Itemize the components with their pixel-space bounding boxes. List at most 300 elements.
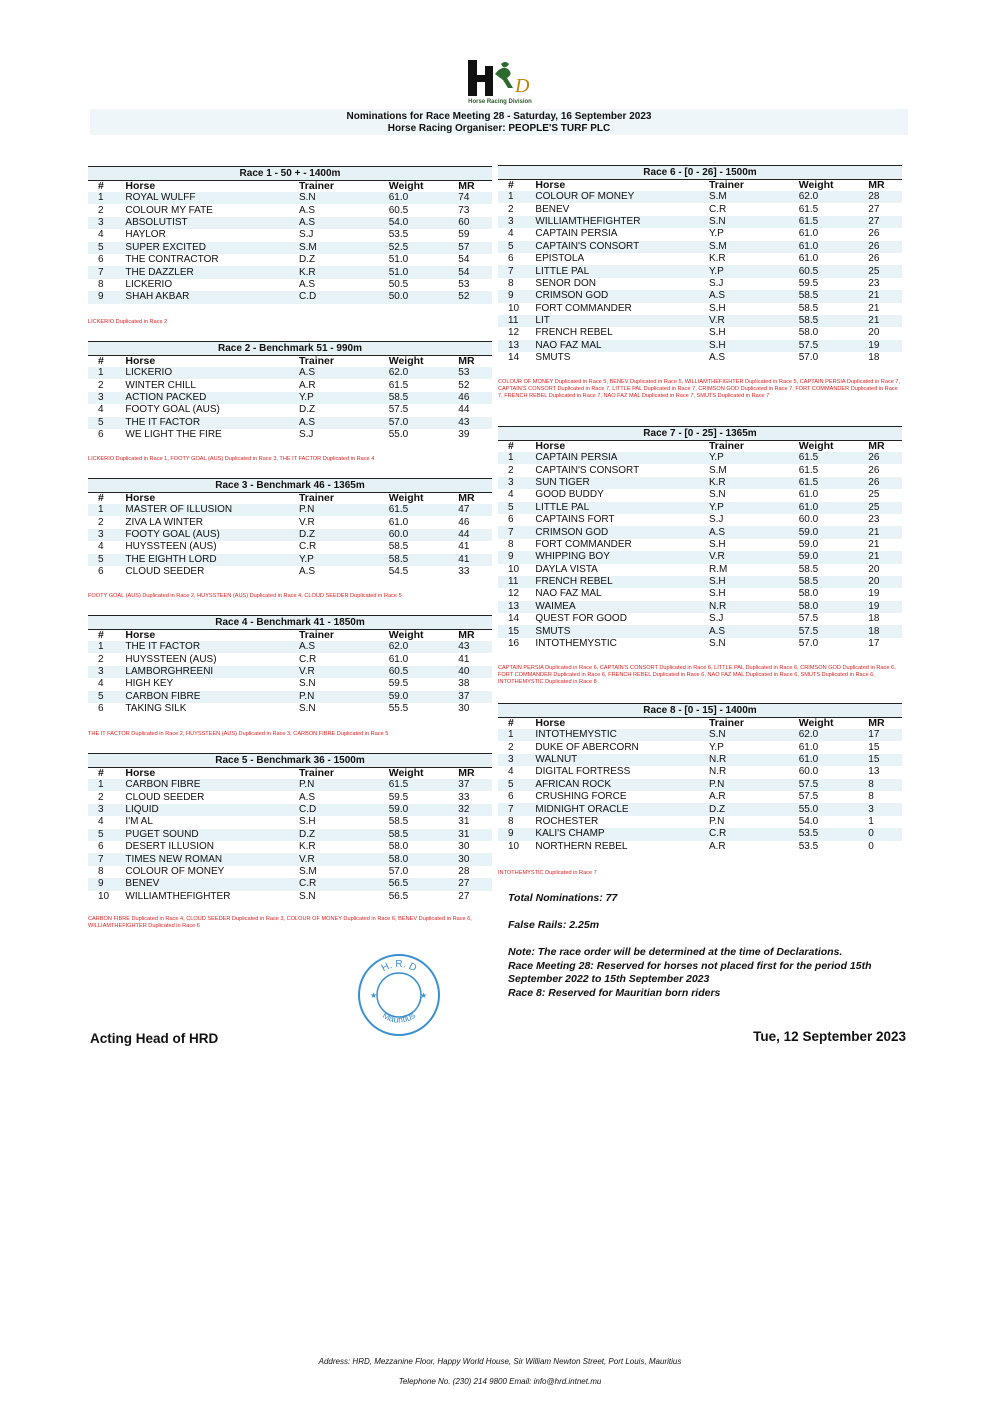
trainer: N.R [709,601,799,613]
table-row [498,477,902,489]
table-row [88,653,492,665]
weight: 51.0 [389,266,459,278]
trainer: S.H [708,302,726,314]
table-row [88,829,492,841]
table-row [498,303,902,315]
table-row [88,392,492,404]
trainer: V.R [299,666,389,678]
merit-rating: 46 [458,392,492,404]
row-number: 13 [498,340,529,352]
trainer: S.N [298,890,316,902]
horse-name: CAPTAIN'S CONSORT [529,241,709,253]
table-row [498,526,902,538]
merit-rating: 21 [868,538,880,550]
horse-name: LITTLE PAL [529,502,709,514]
weight: 58.0 [388,841,409,853]
trainer: A.S [709,290,799,302]
trainer: A.S [298,204,316,216]
note-declarations: Note: The race order will be determined at the time of Declarations. [508,946,843,958]
table-row [498,241,902,253]
merit-rating: 31 [458,829,492,841]
table-row [498,203,902,215]
row-number: 4 [508,228,514,240]
weight: 57.0 [798,352,819,364]
table-row [498,315,902,327]
col-weight: Weight [388,180,424,192]
race-table [88,768,492,903]
title-line-meeting: Nominations for Race Meeting 28 - Saturday, 16 September 2023 [346,111,652,122]
table-row [498,551,902,563]
weight: 62.0 [799,729,869,741]
trainer: K.R [709,477,799,489]
horse-name: THE IT FACTOR [119,417,299,429]
merit-rating: 21 [868,551,902,563]
weight: 57.5 [798,613,819,625]
col-horse: Horse [125,629,156,641]
table-row [498,841,902,853]
row-number: 5 [498,241,529,253]
trainer: Y.P [299,392,389,404]
race-6-duplicates: COLOUR OF MONEY Duplicated in Race 5, BENEV Duplicated in Race 5, WILLIAMTHEFIGHTER Duplicated in Race 5, CAPTAIN PERSIA Duplicated in Race 7, CAPTAIN'S CONSORT Duplicated in Race 7, LITTLE PAL Duplicated in Race 7, CRIMSON GOD Duplicated in Race 7, FORT COMMANDER Duplicated in Race 7, FRENCH REBEL Duplicated in Race 7, NAO FAZ MAL Duplicated in Race 7, SMUTS Duplicated in Race 7 [498,379,901,399]
weight: 51.0 [388,254,409,266]
row-number: 10 [508,563,520,575]
col-weight: Weight [798,717,834,729]
weight: 61.5 [388,379,409,391]
weight: 59.5 [388,791,409,803]
row-number: 2 [98,653,104,665]
horse-name: NORTHERN REBEL [535,840,628,852]
row-number: 9 [498,828,529,840]
horse-name: CAPTAINS FORT [535,514,615,526]
merit-rating: 20 [868,327,880,339]
row-number: 2 [98,516,104,528]
merit-rating: 21 [868,315,902,327]
table-row [88,229,492,241]
weight: 55.0 [799,803,869,815]
merit-rating: 28 [458,865,470,877]
race-7 [498,426,902,650]
weight: 61.5 [798,203,819,215]
horse-name: BENEV [535,203,570,215]
merit-rating: 44 [458,404,470,416]
trainer: S.N [708,489,726,501]
trainer: N.R [709,754,799,766]
table-row [498,278,902,290]
row-number: 6 [98,254,104,266]
table-header-row [498,718,902,729]
trainer: Y.P [709,265,799,277]
weight: 58.5 [389,554,459,566]
row-number: 6 [98,703,104,715]
weight: 53.5 [799,828,869,840]
race-title: Race 6 - [0 - 26] - 1500m [498,165,902,180]
row-number: 3 [498,216,529,228]
weight: 61.5 [389,504,459,516]
merit-rating: 25 [868,265,902,277]
trainer: A.S [708,352,726,364]
table-row [88,691,492,703]
trainer: N.R [708,766,727,778]
table-header-row [498,441,902,452]
row-number: 9 [88,291,119,303]
weight: 62.0 [799,191,869,203]
col-mr: MR [458,180,475,192]
row-number: 9 [88,878,119,890]
table-row [88,529,492,541]
merit-rating: 0 [868,840,874,852]
trainer: A.S [299,641,389,653]
merit-rating: 73 [458,204,470,216]
col-num: # [98,492,104,504]
merit-rating: 30 [458,703,470,715]
trainer: S.H [708,588,726,600]
row-number: 10 [508,302,520,314]
race-8-duplicates: INTOTHEMYSTIC Duplicated in Race 7 [498,870,597,876]
total-nominations: Total Nominations: 77 [508,892,618,904]
weight: 60.5 [388,204,409,216]
table-row [88,878,492,890]
race-4-duplicates: THE IT FACTOR Duplicated in Race 2, HUYSSTEEN (AUS) Duplicated in Race 3, CARBON FIBRE Duplicated in Race 5 [88,731,389,737]
trainer: Y.P [709,452,799,464]
document-title [90,109,908,135]
row-number: 2 [508,464,514,476]
race-table [88,356,492,441]
merit-rating: 13 [868,766,880,778]
merit-rating: 3 [868,803,902,815]
trainer: K.R [708,253,726,265]
col-weight: Weight [388,492,424,504]
table-row [88,367,492,379]
trainer: C.D [299,804,389,816]
merit-rating: 27 [458,890,470,902]
table-row [88,429,492,441]
merit-rating: 27 [868,216,902,228]
merit-rating: 27 [458,878,492,890]
weight: 60.0 [798,514,819,526]
horse-name: CAPTAIN PERSIA [535,228,618,240]
trainer: C.R [708,203,727,215]
col-num: # [98,629,104,641]
race-table [498,441,902,650]
weight: 58.5 [798,302,819,314]
col-horse: Horse [125,767,156,779]
horse-name: HUYSSTEEN (AUS) [125,541,217,553]
weight: 61.5 [799,477,869,489]
trainer: P.N [299,504,389,516]
svg-text:D: D [515,75,530,97]
table-row [498,779,902,791]
row-number: 5 [88,554,119,566]
table-row [498,638,902,650]
signature-date: Tue, 12 September 2023 [753,1029,906,1044]
col-mr: MR [458,355,475,367]
trainer: A.S [299,367,389,379]
row-number: 2 [98,379,104,391]
merit-rating: 8 [868,779,902,791]
horse-name: WINTER CHILL [125,379,196,391]
merit-rating: 74 [458,192,492,204]
trainer: A.S [298,278,316,290]
weight: 58.0 [798,327,819,339]
merit-rating: 37 [458,779,492,791]
row-number: 15 [498,625,529,637]
row-number: 8 [98,865,104,877]
horse-name: WAIMEA [529,601,709,613]
weight: 60.0 [389,529,459,541]
trainer: D.Z [299,829,389,841]
table-row [498,601,902,613]
row-number: 5 [88,691,119,703]
weight: 58.5 [799,290,869,302]
trainer: S.H [709,576,799,588]
horse-name: HUYSSTEEN (AUS) [125,653,217,665]
col-num: # [98,355,104,367]
row-number: 6 [508,514,514,526]
merit-rating: 18 [868,352,880,364]
row-number: 8 [508,538,514,550]
horse-name: FOOTY GOAL (AUS) [125,404,220,416]
row-number: 1 [88,641,119,653]
weight: 57.5 [798,791,819,803]
horse-name: COLOUR MY FATE [125,204,213,216]
stamp-top-text: H. R. D [379,959,419,975]
horse-name: FRENCH REBEL [535,327,613,339]
weight: 62.0 [389,641,459,653]
merit-rating: 21 [868,526,902,538]
horse-name: WILLIAMTHEFIGHTER [125,890,231,902]
merit-rating: 18 [868,613,880,625]
row-number: 10 [98,890,110,902]
table-row [88,779,492,791]
race-title: Race 4 - Benchmark 41 - 1850m [88,615,492,630]
col-horse: Horse [125,180,156,192]
table-row [498,576,902,588]
trainer: S.N [298,678,316,690]
col-weight: Weight [388,629,424,641]
row-number: 4 [98,816,104,828]
merit-rating: 8 [868,791,874,803]
trainer: S.N [298,703,316,715]
table-row [498,514,902,526]
table-row [498,489,902,501]
race-table [88,181,492,304]
row-number: 6 [98,566,104,578]
row-number: 5 [498,779,529,791]
row-number: 2 [508,203,514,215]
trainer: S.H [708,327,726,339]
merit-rating: 25 [868,489,880,501]
svg-text:★: ★ [370,991,378,1000]
race-2-duplicates: LICKERIO Duplicated in Race 1, FOOTY GOAL (AUS) Duplicated in Race 3, THE IT FACTOR Duplicated in Race 4 [88,456,375,462]
row-number: 11 [498,576,529,588]
horse-name: SUPER EXCITED [119,242,299,254]
table-header-row [88,768,492,779]
trainer: R.M [708,563,728,575]
weight: 58.5 [799,576,869,588]
horse-name: ROCHESTER [535,815,599,827]
merit-rating: 43 [458,417,492,429]
col-weight: Weight [388,355,424,367]
horse-name: THE IT FACTOR [119,641,299,653]
weight: 56.5 [388,890,409,902]
trainer: S.N [299,192,389,204]
horse-name: DUKE OF ABERCORN [535,741,639,753]
merit-rating: 33 [458,791,470,803]
trainer: P.N [708,815,725,827]
merit-rating: 53 [458,367,492,379]
row-number: 1 [88,504,119,516]
merit-rating: 52 [458,291,492,303]
merit-rating: 26 [868,464,880,476]
weight: 61.0 [389,192,459,204]
horse-name: NAO FAZ MAL [529,340,709,352]
merit-rating: 37 [458,691,492,703]
row-number: 11 [498,315,529,327]
row-number: 13 [498,601,529,613]
weight: 58.5 [388,816,409,828]
signatory-title: Acting Head of HRD [90,1031,219,1046]
row-number: 4 [98,229,104,241]
weight: 62.0 [389,367,459,379]
merit-rating: 40 [458,666,492,678]
col-horse: Horse [535,717,566,729]
horse-name: LICKERIO [125,278,173,290]
horse-name: WHIPPING BOY [529,551,709,563]
col-trainer: Trainer [298,629,334,641]
merit-rating: 30 [458,853,492,865]
horse-name: CRUSHING FORCE [535,791,627,803]
race-3 [88,478,492,578]
table-row [88,254,492,266]
weight: 61.0 [798,253,819,265]
logo-caption: Horse Racing Division [468,99,532,105]
weight: 58.5 [389,829,459,841]
table-row [498,290,902,302]
trainer: C.R [298,541,317,553]
table-row [88,841,492,853]
table-row [498,741,902,753]
note-race8-reservation: Race 8: Reserved for Mauritian born riders [508,986,721,999]
table-row [88,554,492,566]
horse-name: FORT COMMANDER [535,538,632,550]
trainer: S.N [709,216,799,228]
weight: 60.5 [389,666,459,678]
trainer: S.M [708,464,727,476]
trainer: P.N [299,691,389,703]
weight: 59.0 [799,551,869,563]
weight: 61.0 [799,502,869,514]
trainer: A.S [709,625,799,637]
row-number: 4 [98,678,104,690]
weight: 61.0 [798,741,819,753]
table-row [88,853,492,865]
table-row [498,828,902,840]
row-number: 1 [88,192,119,204]
weight: 50.0 [389,291,459,303]
merit-rating: 32 [458,804,492,816]
merit-rating: 30 [458,841,470,853]
horse-name: SHAH AKBAR [119,291,299,303]
col-weight: Weight [798,179,834,191]
horse-name: WILLIAMTHEFIGHTER [529,216,709,228]
merit-rating: 18 [868,625,902,637]
merit-rating: 43 [458,641,492,653]
table-row [88,266,492,278]
weight: 58.5 [389,392,459,404]
horse-name: WALNUT [529,754,709,766]
trainer: A.R [708,791,726,803]
col-horse: Horse [535,440,566,452]
race-3-duplicates: FOOTY GOAL (AUS) Duplicated in Race 2, HUYSSTEEN (AUS) Duplicated in Race 4, CLOUD SEEDER Duplicated in Race 5 [88,593,402,599]
weight: 58.0 [799,601,869,613]
svg-text:Mauritius [381,1010,418,1025]
merit-rating: 28 [868,191,902,203]
race-table [88,630,492,715]
weight: 61.0 [799,754,869,766]
horse-name: SENOR DON [535,277,596,289]
trainer: S.M [299,242,389,254]
weight: 50.5 [388,278,409,290]
row-number: 7 [498,265,529,277]
table-row [498,754,902,766]
row-number: 3 [498,754,529,766]
weight: 58.5 [799,315,869,327]
trainer: A.S [299,217,389,229]
stamp-bottom-text: Mauritius [380,1010,418,1025]
row-number: 5 [498,502,529,514]
weight: 54.0 [389,217,459,229]
row-number: 7 [88,266,119,278]
row-number: 2 [98,204,104,216]
merit-rating: 59 [458,229,470,241]
table-header-row [88,356,492,367]
merit-rating: 17 [868,729,902,741]
race-title: Race 1 - 50 + - 1400m [88,166,492,181]
merit-rating: 15 [868,754,902,766]
row-number: 8 [508,277,514,289]
col-mr: MR [868,179,885,191]
row-number: 6 [508,253,514,265]
merit-rating: 46 [458,516,470,528]
table-row [88,566,492,578]
col-trainer: Trainer [708,179,744,191]
merit-rating: 27 [868,203,880,215]
merit-rating: 26 [868,253,880,265]
trainer: Y.P [299,554,389,566]
table-row [498,564,902,576]
table-row [498,265,902,277]
merit-rating: 25 [868,502,902,514]
race-title: Race 8 - [0 - 15] - 1400m [498,703,902,718]
table-row [498,539,902,551]
merit-rating: 39 [458,429,470,441]
weight: 61.5 [799,452,869,464]
col-weight: Weight [388,767,424,779]
trainer: K.R [299,266,389,278]
row-number: 5 [88,829,119,841]
row-number: 8 [98,278,104,290]
row-number: 2 [98,791,104,803]
table-row [88,891,492,903]
merit-rating: 54 [458,254,470,266]
weight: 61.0 [388,653,409,665]
table-row [88,678,492,690]
row-number: 14 [508,613,520,625]
trainer: A.S [709,526,799,538]
row-number: 1 [88,367,119,379]
row-number: 1 [498,191,529,203]
trainer: C.R [299,878,389,890]
